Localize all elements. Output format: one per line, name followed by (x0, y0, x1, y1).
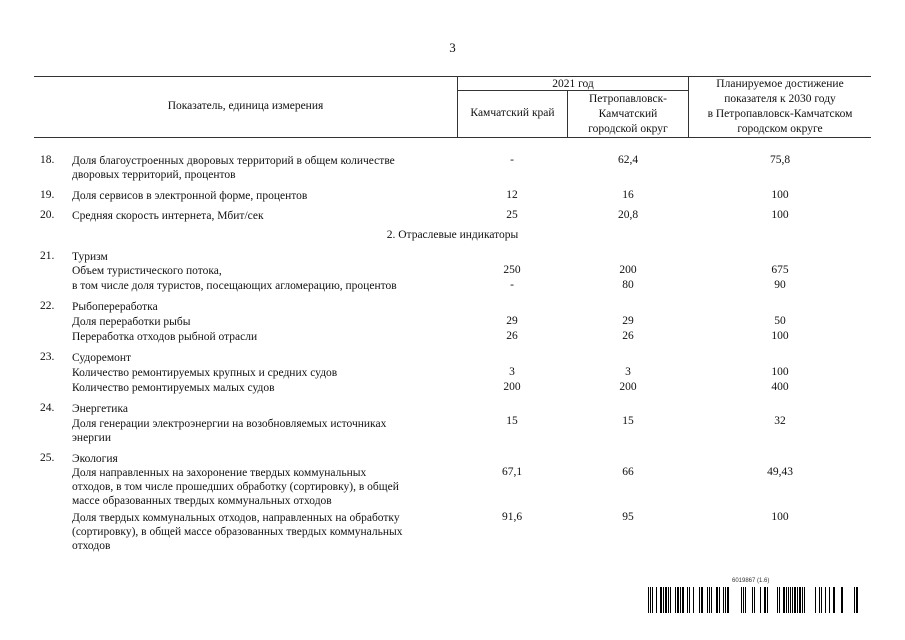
value-city: 80 (622, 279, 634, 291)
value-target: 100 (771, 189, 789, 201)
barcode-bar (788, 587, 789, 613)
row-label: Количество ремонтируемых крупных и средних судов (72, 367, 338, 379)
barcode-bar (825, 587, 826, 613)
row-number: 22. (40, 300, 55, 312)
barcode-bar (660, 587, 662, 613)
header-city-line: городской округ (588, 123, 668, 135)
value-city: 26 (622, 330, 634, 342)
group-title: Энергетика (72, 403, 128, 415)
barcode-bar (854, 587, 855, 613)
barcode-bar (767, 587, 768, 613)
value-city: 66 (622, 466, 634, 478)
value-city: 20,8 (617, 209, 639, 221)
header-bottom-rule (34, 137, 871, 138)
barcode-bar (815, 587, 816, 613)
barcode-bar (783, 587, 785, 613)
value-city: 3 (625, 366, 631, 378)
row-label (72, 511, 403, 553)
header-target (689, 77, 871, 137)
header-city-line: Петропавловск- (589, 93, 667, 105)
value-city: 200 (619, 381, 637, 393)
value-city: 29 (622, 315, 634, 327)
header-year: 2021 год (552, 78, 594, 90)
barcode-bar (680, 587, 681, 613)
barcode-bar (716, 587, 718, 613)
barcode-bar (670, 587, 671, 613)
row-label-line: энергии (72, 432, 111, 444)
barcode-bar (652, 587, 653, 613)
barcode-bar (833, 587, 835, 613)
value-target: 75,8 (769, 154, 791, 166)
value-region: 91,6 (501, 511, 523, 523)
group-title: Рыбопереработка (72, 301, 158, 313)
barcode-bar (687, 587, 688, 613)
row-number: 21. (40, 250, 55, 262)
row-label: Средняя скорость интернета, Мбит/сек (72, 210, 264, 222)
barcode-bar (707, 587, 708, 613)
value-region: 3 (509, 366, 515, 378)
row-number: 24. (40, 402, 55, 414)
barcode-bar (794, 587, 796, 613)
barcode-bar (741, 587, 742, 613)
row-label-line: (сортировку), в общей массе образованных твердых коммунальных (72, 526, 403, 538)
barcode-bar (786, 587, 787, 613)
barcode-bar (656, 587, 657, 613)
row-label: Объем туристического потока, (72, 265, 222, 277)
barcode-bar (797, 587, 798, 613)
barcode-bar (743, 587, 744, 613)
value-region: - (510, 154, 514, 166)
value-target: 49,43 (767, 466, 793, 478)
row-label-line: Доля благоустроенных дворовых территорий в общем количестве (72, 155, 395, 167)
barcode-bar (804, 587, 805, 613)
value-city: 16 (622, 189, 634, 201)
row-label-line: отходов, в том числе прошедших обработку (сортировку), в общей (72, 481, 399, 493)
barcode-bar (764, 587, 766, 613)
barcode-bar (701, 587, 703, 613)
barcode-bar (754, 587, 755, 613)
barcode-bar (725, 587, 726, 613)
barcode-bar (663, 587, 664, 613)
row-number: 18. (40, 154, 55, 166)
header-target-line: Планируемое достижение (716, 78, 844, 90)
value-city: 15 (622, 415, 634, 427)
barcode-bar (802, 587, 803, 613)
barcode-bar (790, 587, 791, 613)
barcode-bar (727, 587, 729, 613)
header-city (568, 92, 688, 137)
row-label: Доля сервисов в электронной форме, процентов (72, 190, 308, 202)
barcode-bar (792, 587, 793, 613)
barcode-bar (689, 587, 690, 613)
value-city: 95 (622, 511, 634, 523)
value-target: 100 (771, 209, 789, 221)
barcode-bar (668, 587, 669, 613)
row-label-line: массе образованных твердых коммунальных отходов (72, 495, 332, 507)
barcode-bar (711, 587, 712, 613)
barcode-bar (745, 587, 746, 613)
value-region: 67,1 (501, 466, 523, 478)
header-indicator: Показатель, единица измерения (167, 100, 324, 112)
value-region: 29 (506, 315, 518, 327)
section-heading: 2. Отраслевые индикаторы (386, 229, 519, 241)
header-target-line: в Петропавловск-Камчатском (707, 108, 853, 120)
barcode-bar (777, 587, 778, 613)
group-title: Туризм (72, 251, 108, 263)
row-label: Количество ремонтируемых малых судов (72, 382, 275, 394)
value-region: 200 (503, 381, 521, 393)
barcode-bar (856, 587, 858, 613)
barcode-bar (650, 587, 651, 613)
barcode-bar (752, 587, 753, 613)
barcode-bar (841, 587, 843, 613)
row-label-line: Доля твердых коммунальных отходов, направленных на обработку (72, 512, 400, 524)
value-target: 100 (771, 330, 789, 342)
row-label-line: Доля генерации электроэнергии на возобновляемых источниках (72, 418, 387, 430)
group-title: Экология (72, 453, 118, 465)
row-label (72, 466, 399, 508)
barcode-bar (829, 587, 830, 613)
value-target: 32 (774, 415, 786, 427)
row-label-line: отходов (72, 540, 111, 552)
value-target: 100 (771, 511, 789, 523)
row-number: 19. (40, 189, 55, 201)
barcode-bar (760, 587, 761, 613)
value-target: 675 (771, 264, 789, 276)
barcode-bar (821, 587, 822, 613)
barcode-bar (648, 587, 649, 613)
value-city: 62,4 (617, 154, 639, 166)
row-label (72, 154, 395, 182)
row-label: Доля переработки рыбы (72, 316, 191, 328)
row-number: 23. (40, 351, 55, 363)
group-title: Судоремонт (72, 352, 132, 364)
barcode-bar (677, 587, 679, 613)
header-city-line: Камчатский (598, 108, 658, 120)
value-target: 90 (774, 279, 786, 291)
value-target: 100 (771, 366, 789, 378)
value-region: 26 (506, 330, 518, 342)
value-region: - (510, 279, 514, 291)
row-label-line: Доля направленных на захоронение твердых коммунальных (72, 467, 367, 479)
value-city: 200 (619, 264, 637, 276)
value-region: 15 (506, 415, 518, 427)
page-number: 3 (449, 40, 456, 55)
row-label: в том числе доля туристов, посещающих агломерацию, процентов (72, 280, 397, 292)
value-target: 50 (774, 315, 786, 327)
row-number: 25. (40, 452, 55, 464)
barcode-caption: 6019867 (1.6) (732, 578, 770, 584)
barcode-bar (682, 587, 684, 613)
value-region: 25 (506, 209, 518, 221)
barcode-bar (723, 587, 724, 613)
barcode-bar (693, 587, 694, 613)
row-label: Переработка отходов рыбной отрасли (72, 331, 258, 343)
header-target-line: городском округе (737, 123, 823, 135)
barcode-bar (719, 587, 720, 613)
value-region: 12 (506, 189, 518, 201)
barcode-image (648, 587, 860, 613)
value-region: 250 (503, 264, 521, 276)
barcode-bar (779, 587, 780, 613)
barcode-bar (699, 587, 700, 613)
row-label (72, 417, 386, 445)
barcode-bar (665, 587, 667, 613)
row-number: 20. (40, 209, 55, 221)
row-label-line: дворовых территорий, процентов (72, 169, 236, 181)
barcode-bar (675, 587, 676, 613)
barcode-bar (709, 587, 710, 613)
value-target: 400 (771, 381, 789, 393)
header-region: Камчатский край (470, 107, 555, 119)
barcode-bar (819, 587, 820, 613)
barcode-bar (799, 587, 801, 613)
header-target-line: показателя к 2030 году (724, 93, 836, 105)
